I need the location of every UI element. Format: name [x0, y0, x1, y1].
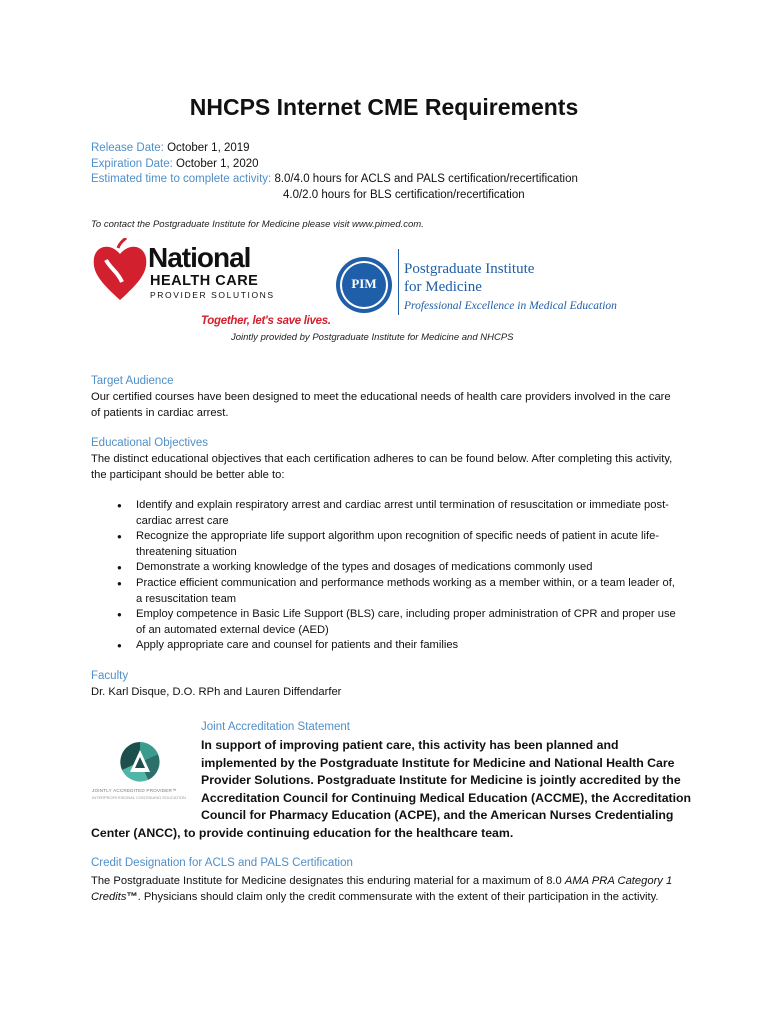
pim-logo [334, 249, 634, 321]
credit-type: AMA PRA Category 1 Credits [91, 875, 673, 903]
objectives-list [91, 498, 683, 654]
educational-objectives-intro: The distinct educational objectives that each certification adheres to can be found below. After completing this activity, the participant should be better able to: [91, 453, 673, 481]
list-item: ● Employ competence in Basic Life Support (BLS) care, including proper administration of CPR and proper use of an automated external device (AED) [91, 607, 683, 638]
target-audience-heading: Target Audience [91, 375, 174, 387]
expiration-date-label: Expiration Date: [91, 158, 173, 170]
nhcps-name: National [148, 242, 251, 273]
pim-tagline: Professional Excellence in Medical Education [404, 300, 617, 312]
joint-accreditation-line3: Provider Solutions. Postgraduate Institute for Medicine is jointly accredited by the [201, 773, 681, 787]
estimated-time-label: Estimated time to complete activity: [91, 173, 272, 185]
heart-icon [92, 238, 148, 302]
jointly-accredited-provider-icon [118, 740, 162, 784]
credit-hours: 8.0 [546, 875, 565, 887]
release-date-label: Release Date: [91, 142, 164, 154]
pim-divider [398, 249, 399, 315]
credit-text-e: . Physicians should claim only the credit commensurate with the extent of their participation in the activity. [137, 890, 659, 903]
faculty-text: Dr. Karl Disque, D.O. RPh and Lauren Diffendarfer [91, 686, 342, 698]
nhcps-subname: HEALTH CARE [150, 273, 259, 289]
nhcps-tagline: Together, let's save lives. [201, 315, 331, 327]
jap-label-line2: INTERPROFESSIONAL CONTINUING EDUCATION [92, 795, 186, 800]
credit-designation-text [91, 874, 683, 905]
joint-accreditation-line2: implemented by the Postgraduate Institute for Medicine and National Health Care [201, 756, 675, 770]
release-date-value: October 1, 2019 [167, 142, 250, 154]
pim-badge-text: PIM [351, 276, 377, 291]
joint-accreditation-line4: Accreditation Council for Continuing Medical Education (ACCME), the Accreditation [201, 791, 692, 805]
estimated-time [91, 171, 578, 187]
page-title: NHCPS Internet CME Requirements [189, 94, 579, 120]
estimated-time-line1: 8.0/4.0 hours for ACLS and PALS certification/recertification [274, 173, 578, 185]
estimated-time-line2: 4.0/2.0 hours for BLS certification/recertification [283, 189, 525, 201]
jointly-provided-caption: Jointly provided by Postgraduate Institute for Medicine and NHCPS [231, 332, 514, 343]
joint-accreditation-heading: Joint Accreditation Statement [201, 721, 350, 733]
faculty-heading: Faculty [91, 670, 129, 682]
list-item: ● Demonstrate a working knowledge of the types and dosages of medications commonly used [91, 560, 683, 576]
joint-accreditation-line1: In support of improving patient care, this activity has been planned and [201, 738, 619, 752]
credit-text-a: The Postgraduate Institute for Medicine designates this enduring material for a maximum of [91, 875, 547, 887]
pim-name-line2: for Medicine [404, 279, 482, 295]
contact-text: To contact the Postgraduate Institute for Medicine please visit www.pimed.com. [91, 219, 424, 230]
release-date [91, 140, 250, 156]
nhcps-provider-solutions: PROVIDER SOLUTIONS [150, 290, 275, 300]
pim-name-line1: Postgraduate Institute [404, 261, 535, 277]
list-item: ● Recognize the appropriate life support algorithm upon recognition of specific needs of patient in acute life-threatening situation [91, 529, 683, 560]
list-item: ● Practice efficient communication and performance methods working as a member within, or a team leader of, a resuscitation team [91, 576, 683, 607]
jap-label-line1: JOINTLY ACCREDITED PROVIDER™ [92, 788, 177, 793]
joint-accreditation-logo [92, 740, 192, 810]
trademark-symbol: ™ [126, 890, 138, 903]
expiration-date [91, 156, 259, 172]
educational-objectives-heading: Educational Objectives [91, 437, 208, 449]
list-item: ● Apply appropriate care and counsel for patients and their families [91, 638, 683, 654]
expiration-date-value: October 1, 2020 [176, 158, 259, 170]
list-item: ● Identify and explain respiratory arrest and cardiac arrest until termination of resuscitation or immediate post-cardiac arrest care [91, 498, 683, 529]
credit-designation-heading: Credit Designation for ACLS and PALS Certification [91, 857, 353, 869]
target-audience-text: Our certified courses have been designed to meet the educational needs of health care providers involved in the care of patients in cardiac arrest. [91, 391, 671, 419]
joint-accreditation-line6: Center (ANCC), to provide continuing education for the healthcare team. [91, 826, 514, 840]
joint-accreditation-line5: Council for Pharmacy Education (ACPE), and the American Nurses Credentialing [201, 808, 674, 822]
